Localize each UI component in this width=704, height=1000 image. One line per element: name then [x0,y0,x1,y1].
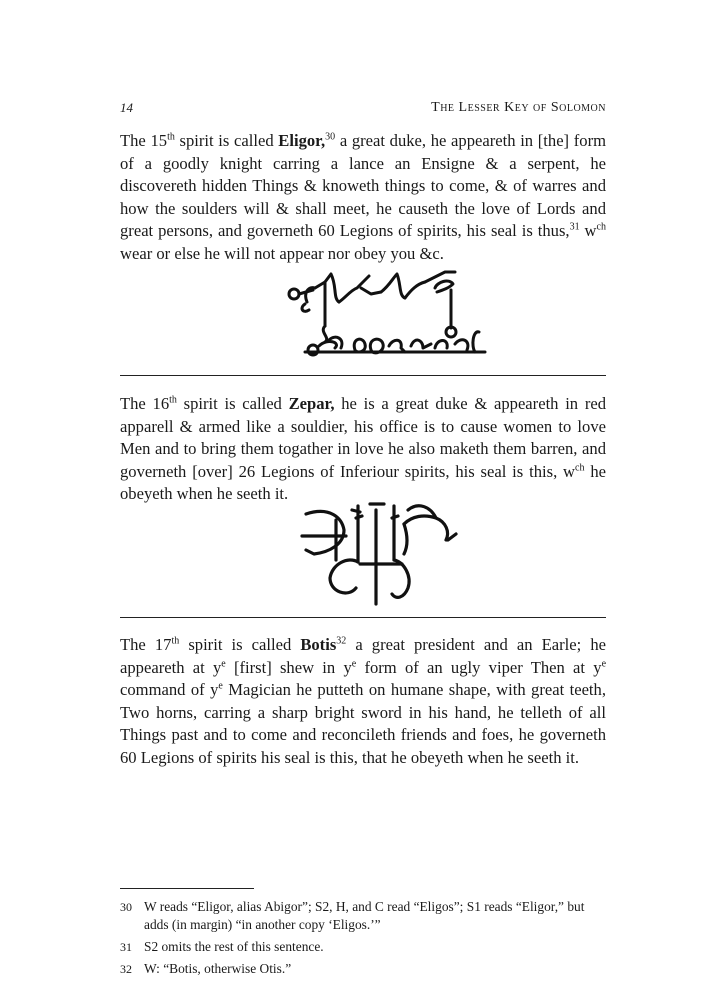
footnote-text: W reads “Eligor, alias Abigor”; S2, H, and C read “Eligos”; S1 reads “Eligor,” but adds (in margin) “in another copy ‘Eligos.’” [144,899,585,932]
footnote-text: S2 omits the rest of this sentence. [144,939,324,954]
footnote-ref-30[interactable]: 30 [325,131,336,143]
footnote-31 [120,938,606,956]
paragraph-spirit-17: The 17th spirit is called Botis$^{32}$ a great president and an Earle; he appeareth at $y^e$ [first] shew in $y^e$ form of an ugly viper Then at $y^e$ command of $y^e$ Magician he putteth on humane shape, with great teeth, Two horns, carring a sharp bright sword in his hand, he telleth of all Things past and to come and reconcileth friends and foes, he governeth 60 Legions of spirits his seal is this, that he obeyeth when he seeth it. [120,635,607,767]
footnote-ref-31[interactable]: 31 [569,221,580,233]
footnote-30 [120,898,606,934]
spirit-name-botis: Botis [300,635,337,654]
zepar-seal-image [300,500,464,608]
footnote-ref-32[interactable]: 32 [336,635,347,647]
paragraph-spirit-16: The 16th spirit is called Zepar, he is a great duke & appeareth in red apparell & armed like a souldier, his office is to cause women to love Men and to bring them togather in love he also maketh them barren, and governeth [over] 26 Legions of Inferiour spirits, his seal is this, $w^{ch}$ he obeyeth when he seeth it. [120,394,607,504]
page-number: 14 [120,100,133,115]
footnote-32 [120,960,606,978]
eligor-seal-image [285,268,491,366]
page-header [120,100,606,120]
footnote-number: 32 [120,962,132,976]
section-divider-2 [120,617,606,618]
spirit-name-zepar: Zepar, [288,394,335,413]
footnote-divider [120,888,254,889]
spirit-name-eligor: Eligor, [278,131,326,150]
footnote-number: 30 [120,900,132,914]
paragraph-spirit-15: The 15th spirit is called Eligor,$^{30}$ a great duke, he appeareth in [the] form of a goodly knight carring a lance an Ensigne & a serpent, he discovereth hidden Things & knoweth things to come, & of warres and how the soulders will & shall meet, he causeth the love of Lords and great persons, and governeth 60 Legions of spirits, his seal is thus,$^{31}$ $w^{ch}$ wear or else he will not appear nor obey you &c. [120,131,606,263]
section-divider-1 [120,375,606,376]
footnote-text: W: “Botis, otherwise Otis.” [144,961,292,976]
footnote-number: 31 [120,940,132,954]
running-head: The Lesser Key of Solomon [431,100,606,115]
